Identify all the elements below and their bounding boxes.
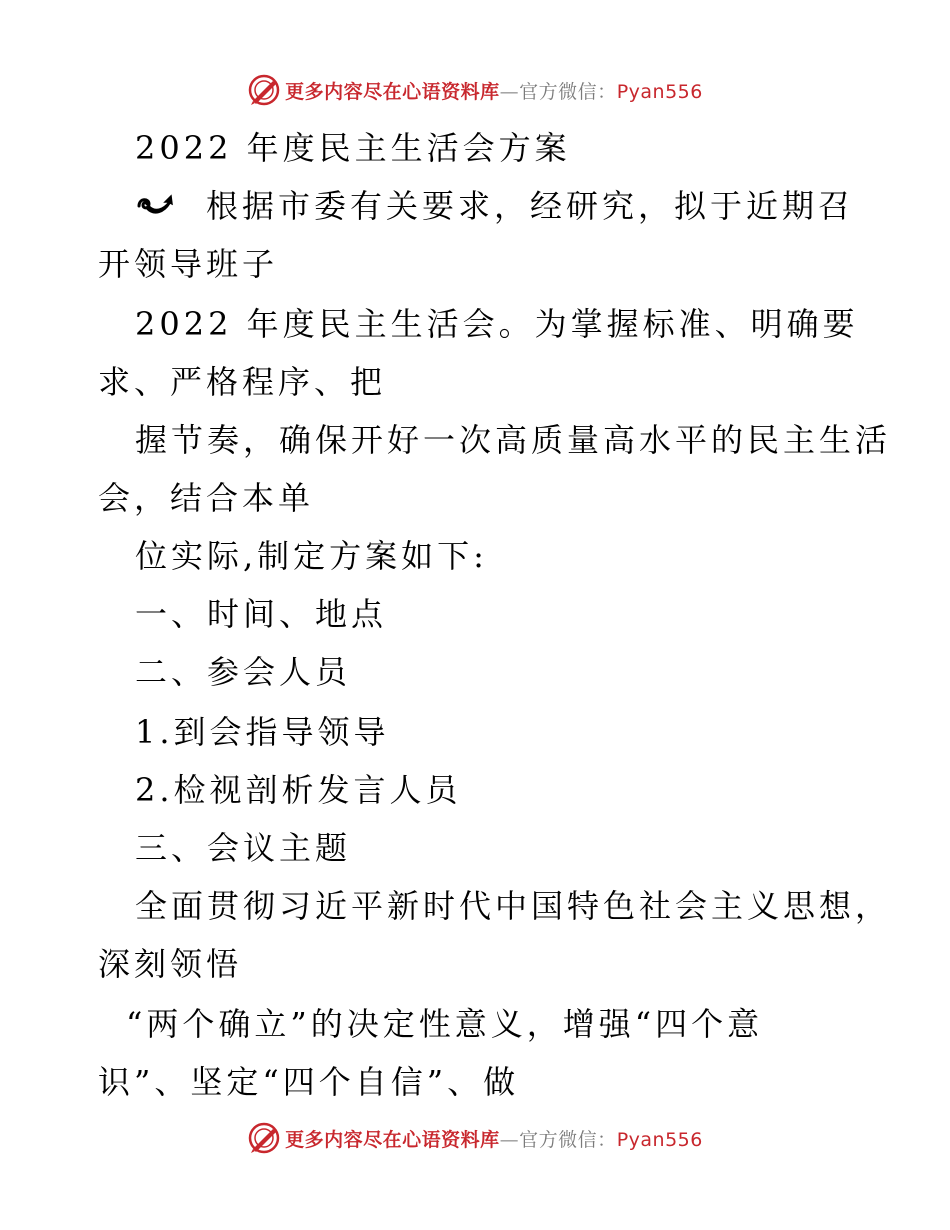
paragraph-line: 2022 年度民主生活会。为掌握标准、明确要 (135, 305, 859, 343)
paragraph-line: 识”、坚定“四个自信”、做 (98, 1063, 520, 1101)
watermark-account: Pyan556 (616, 1128, 703, 1151)
paragraph-line: 深刻领悟 (98, 945, 243, 983)
paragraph-line: 根据市委有关要求，经研究，拟于近期召 (206, 187, 855, 225)
watermark-account: Pyan556 (616, 80, 703, 103)
watermark-dash: — (499, 80, 520, 103)
pen-logo-icon (247, 73, 281, 107)
paragraph-line: 开领导班子 (98, 245, 279, 283)
paragraph-line: 位实际,制定方案如下: (135, 537, 488, 575)
header-watermark (0, 70, 950, 110)
watermark-site: 更多内容尽在心语资料库 (285, 1128, 500, 1151)
section-heading: 一、时间、地点 (135, 595, 388, 633)
document-title: 2022 年度民主生活会方案 (135, 129, 571, 167)
watermark-text (285, 77, 703, 104)
paragraph-line: 握节奏，确保开好一次高质量高水平的民主生活 (135, 421, 892, 459)
footer-watermark (0, 1118, 950, 1158)
list-item: 2.检视剖析发言人员 (135, 771, 462, 809)
watermark-text (285, 1125, 703, 1152)
watermark-label: 官方微信： (519, 1128, 617, 1151)
watermark-label: 官方微信： (519, 80, 617, 103)
paragraph-line: 会，结合本单 (98, 479, 315, 517)
swirl-bullet-icon (135, 190, 175, 220)
pen-logo-icon (247, 1121, 281, 1155)
section-heading: 二、参会人员 (135, 653, 352, 691)
watermark-site: 更多内容尽在心语资料库 (285, 80, 500, 103)
watermark-dash: — (499, 1128, 520, 1151)
paragraph-line: “两个确立”的决定性意义，增强“四个意 (126, 1005, 764, 1043)
paragraph-line: 全面贯彻习近平新时代中国特色社会主义思想， (135, 887, 892, 925)
paragraph-line: 求、严格程序、把 (98, 363, 387, 401)
list-item: 1.到会指导领导 (135, 713, 390, 751)
section-heading: 三、会议主题 (135, 829, 352, 867)
